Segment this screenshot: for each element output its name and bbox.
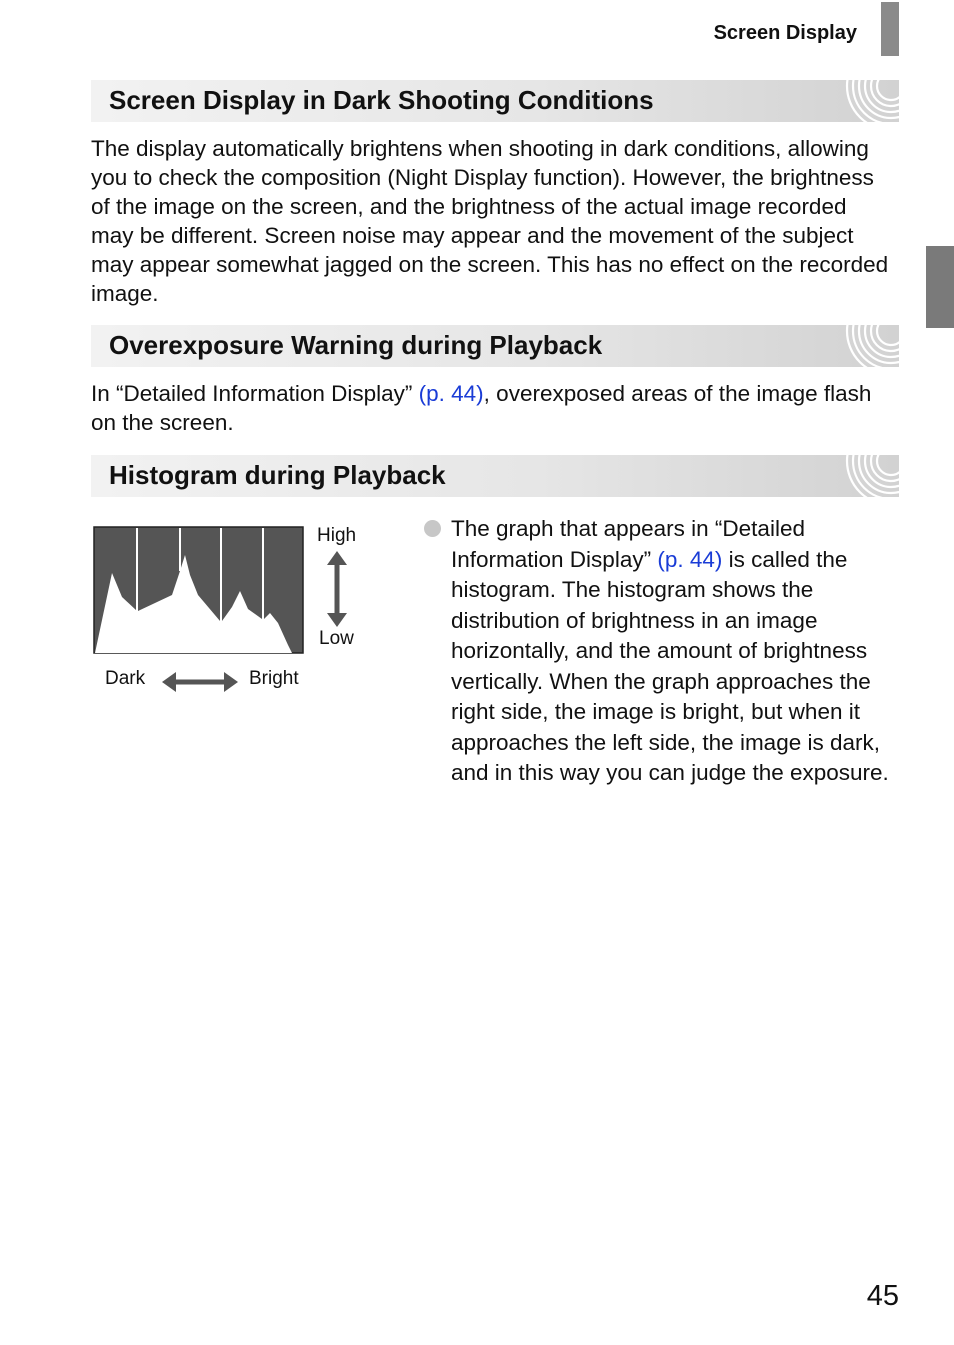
histogram-label-low: Low [319,628,354,649]
histogram-label-bright: Bright [249,668,299,689]
swirl-decoration-icon [829,325,899,367]
running-head-bar [881,2,899,56]
histogram-graph [92,525,307,657]
horizontal-double-arrow-icon [162,669,238,695]
overexposure-text-1: In “Detailed Information Display” [91,381,419,406]
overexposure-text-2: , overexposed areas of the image flash on the screen. [91,381,872,435]
histogram-bullet [424,514,899,789]
swirl-decoration-icon [829,455,899,497]
histogram-bullet-text [451,514,899,789]
section-title: Screen Display in Dark Shooting Conditions [109,85,654,115]
histogram-label-high: High [317,525,357,546]
chapter-side-tab [926,246,954,328]
swirl-decoration-icon [829,80,899,122]
section-title: Histogram during Playback [109,460,446,490]
bullet-icon [424,520,441,537]
page-number: 45 [866,1280,899,1312]
dark-shooting-body: The display automatically brightens when shooting in dark conditions, allowing you to check the composition (Night Display function). However, the brightness of the image on the screen, and the brightness of the actual image recorded may be different. Screen noise may appear and the movement of the subject may appear somewhat jagged on the screen. This has no effect on the recorded image. [91,136,889,306]
running-head: Screen Display [713,22,857,44]
histogram-text-1: The graph that appears in “Detailed Information Display” [451,516,805,572]
overexposure-body [91,379,891,437]
histogram-text-2: is called the histogram. The histogram shows the distribution of brightness in an image horizontally, and the amount of brightness vertically. When the graph approaches the right side, the image is bright, but when it approaches the left side, the image is dark, and in this way you can judge the exposure. [451,546,889,785]
page-44-link[interactable]: (p. 44) [657,546,723,572]
histogram-label-dark: Dark [105,668,146,689]
section-header-histogram [91,455,899,497]
section-title: Overexposure Warning during Playback [109,330,603,360]
section-header-dark-shooting [91,80,899,122]
page-44-link[interactable]: (p. 44) [418,381,484,406]
vertical-double-arrow-icon [322,551,352,627]
section-header-overexposure [91,325,899,367]
